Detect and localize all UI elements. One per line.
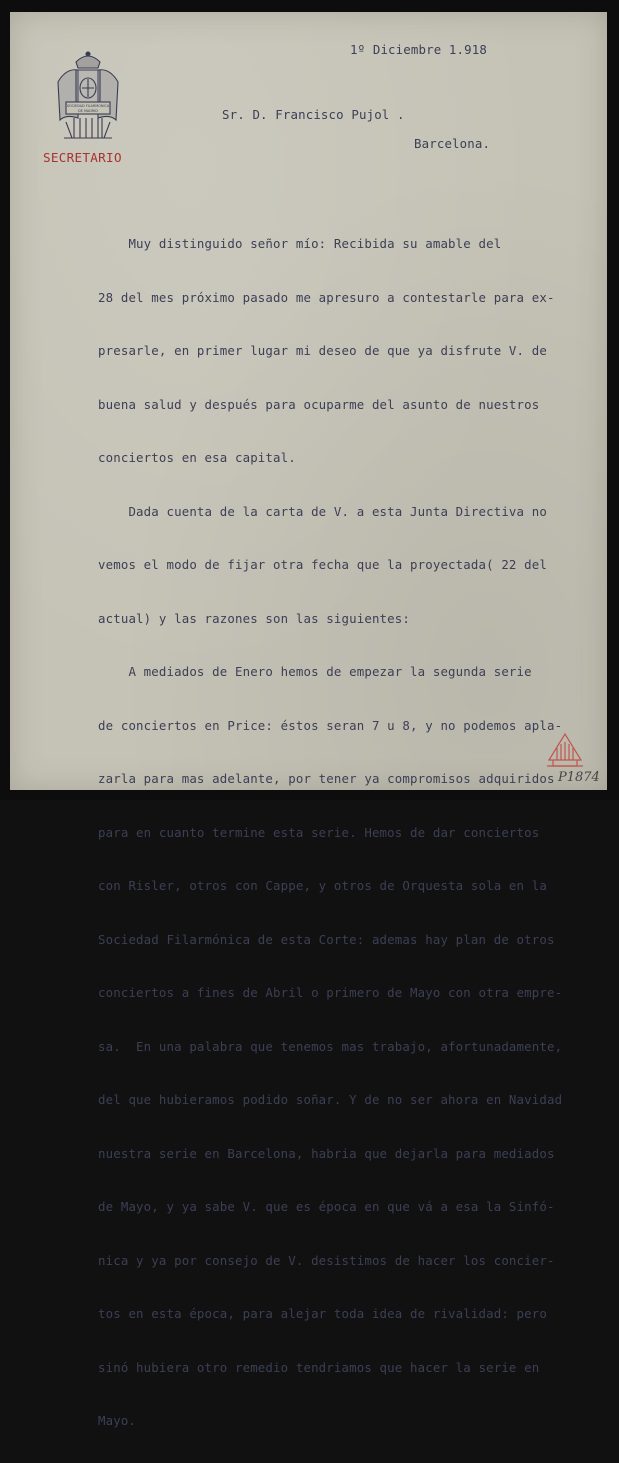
letter-city: Barcelona. [414,136,491,151]
body-line: de conciertos en Price: éstos seran 7 u 8, y no podemos apla- [98,717,563,733]
body-line: vemos el modo de fijar otra fecha que la proyectada( 22 del [98,557,547,572]
body-line: nica y ya por consejo de V. desistimos de hacer los concier- [98,1252,555,1268]
crest-emblem [52,48,124,144]
body-line: 28 del mes próximo pasado me apresuro a contestarle para ex- [98,289,555,305]
body-line: con Risler, otros con Cappe, y otros de Orquesta sola en la [98,878,547,893]
body-line: buena salud y después para ocuparme del asunto de nuestros [98,396,540,412]
crest-text-line-2: DE MADRID [78,109,98,113]
body-line: para en cuanto termine esta serie. Hemos de dar conciertos [98,824,540,840]
body-line: Sociedad Filarmónica de esta Corte: ademas hay plan de otros [98,931,555,947]
letter-body [98,202,598,1463]
body-line: Mayo. [98,1413,137,1428]
body-line: sinó hubiera otro remedio tendriamos que hacer la serie en [98,1359,540,1375]
body-line: tos en esta época, para alejar toda idea de rivalidad: pero [98,1306,547,1321]
archive-stamp-icon [543,730,587,770]
letter-date: 1º Diciembre 1.918 [350,42,487,57]
crest-text-line-1: SOCIEDAD FILARMONICA [66,104,110,108]
body-line: nuestra serie en Barcelona, habria que dejarla para mediados [98,1145,555,1161]
body-line: presarle, en primer lugar mi deseo de que ya disfrute V. de [98,343,547,358]
letterhead-label: SECRETARIO [43,150,122,165]
body-line: de Mayo, y ya sabe V. que es época en que vá a esa la Sinfó- [98,1199,555,1214]
body-line: conciertos en esa capital. [98,450,296,465]
body-line: Muy distinguido señor mío: Recibida su amable del [98,236,502,251]
body-line: del que hubieramos podido soñar. Y de no ser ahora en Navidad [98,1092,563,1107]
letter-addressee: Sr. D. Francisco Pujol . [222,107,405,122]
letter-sheet [10,12,607,1428]
body-line: actual) y las razones son las siguientes: [98,610,411,626]
body-line: conciertos a fines de Abril o primero de Mayo con otra empre- [98,985,563,1000]
archive-number: P1874 [558,770,600,785]
body-line: A mediados de Enero hemos de empezar la segunda serie [98,664,532,679]
body-line: Dada cuenta de la carta de V. a esta Junta Directiva no [98,503,547,519]
body-line: zarla para mas adelante, por tener ya compromisos adquiridos [98,771,555,786]
body-line: sa. En una palabra que tenemos mas trabajo, afortunadamente, [98,1038,563,1054]
